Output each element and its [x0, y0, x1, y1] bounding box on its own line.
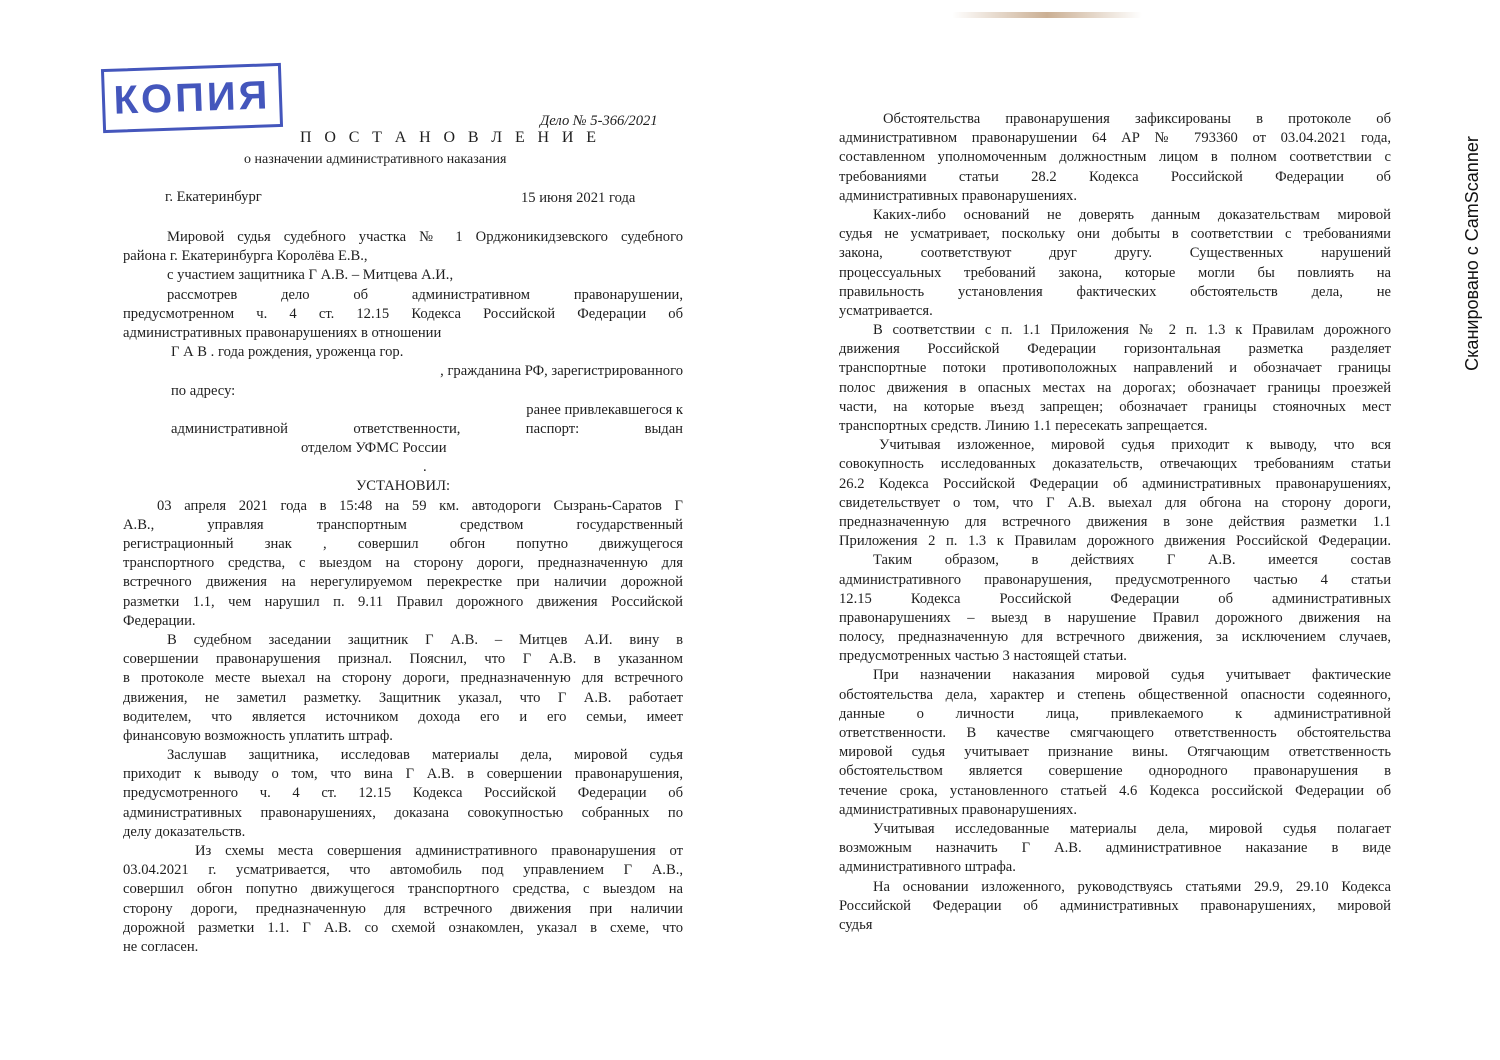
text-line: финансовую возможность уплатить штраф. — [123, 727, 393, 744]
text-line: ответственности. В качестве смягчающего ответственность обстоятельства — [839, 725, 1391, 741]
text-line: транспортных средств. Линию 1.1 пересекать запрещается. — [839, 418, 1208, 434]
copy-stamp-text: КОПИЯ — [112, 72, 272, 123]
text-line: закона, соответствуют друг другу. Существенных нарушений — [839, 245, 1391, 262]
text-line: течение срока, установленного статьей 4.6 Кодекса российской Федерации об — [839, 782, 1391, 799]
case-number: Дело № 5-366/2021 — [540, 113, 658, 129]
text-line: транспортного средства, с выездом на сторону дороги, предназначенную для — [123, 555, 683, 572]
text-line: Мировой судья судебного участка № 1 Орджоникидзевского судебного — [167, 229, 683, 245]
text-line: Из схемы места совершения административного правонарушения от — [195, 843, 683, 859]
text-line: водителем, что является источником дохода его и его семьи, имеет — [123, 708, 683, 725]
document-title: П О С Т А Н О В Л Е Н И Е — [300, 129, 601, 146]
text-line: по адресу: — [171, 382, 236, 399]
text-line: судья — [839, 916, 873, 933]
text-line: УСТАНОВИЛ: — [355, 478, 451, 495]
text-line: полос движения в опасных местах на дорогах; обозначает границы проезжей — [839, 379, 1391, 396]
text-line: предназначенную для встречного движения в зоне действия разметки 1.1 — [839, 513, 1391, 530]
text-line: Федерации. — [123, 612, 196, 629]
text-line: Таким образом, в действиях Г А.В. имеется состав — [873, 552, 1391, 569]
right-page-body — [839, 110, 1391, 935]
text-line: встречного движения на нерегулируемом перекрестке при наличии дорожной — [123, 574, 683, 591]
text-line: свидетельствует о том, что Г А.В. выехал для обгона на сторону дороги, — [839, 494, 1391, 511]
copy-stamp — [101, 63, 283, 133]
text-line: В соответствии с п. 1.1 Приложения № 2 п. 1.3 к Правилам дорожного — [873, 322, 1391, 339]
text-line: административных правонарушениях в отношении — [123, 324, 442, 341]
text-line: обстоятельства дела, характер и степень общественной опасности содеянного, — [839, 686, 1391, 703]
text-line: разметки 1.1, чем нарушил п. 9.11 Правил дорожного движения Российской — [123, 593, 683, 610]
text-line: 03 апреля 2021 года в 15:48 на 59 км. автодороги Сызрань-Саратов Г — [157, 497, 683, 514]
text-line: Приложения 2 п. 1.3 к Правилам дорожного движения Российской Федерации. — [839, 533, 1391, 550]
watermark-text: Сканировано с CamScanner — [1461, 135, 1482, 371]
text-line: данные о личности лица, привлекаемого к административной — [839, 705, 1391, 722]
text-line: . — [423, 459, 427, 476]
text-line: обстоятельством является совершение однородного правонарушения в — [839, 763, 1391, 780]
text-line: судья не усматривает, поскольку они добыты в соответствии с требованиями — [839, 226, 1391, 243]
text-line: района г. Екатеринбурга Королёва Е.В., — [123, 248, 368, 265]
left-page-body — [123, 228, 683, 957]
text-line: правонарушениях – выезд в нарушение Правил дорожного движения на — [839, 609, 1391, 626]
text-line: мировой судья учитывает признание вины. Отягчающим ответственность — [839, 744, 1391, 761]
text-line: предусмотренном ч. 4 ст. 12.15 Кодекса Российской Федерации об — [123, 305, 683, 322]
text-line: Учитывая исследованные материалы дела, мировой судья полагает — [873, 820, 1391, 837]
text-line: движения Российской Федерации горизонтальная разметка разделяет — [839, 341, 1391, 358]
text-line: совершил обгон попутно движущегося транспортного средства, с выездом на — [123, 881, 683, 898]
text-line: предусмотренных частью 3 настоящей статьи. — [839, 648, 1127, 665]
text-line: При назначении наказания мировой судья учитывает фактические — [873, 667, 1391, 684]
text-line: полосу, предназначенную для встречного движения, за исключением случаев, — [839, 629, 1391, 646]
text-line: усматривается. — [839, 302, 933, 319]
text-line: А.В., управляя транспортным средством государственный — [123, 516, 683, 533]
text-line: требованиями статьи 28.2 Кодекса Российской Федерации об — [839, 168, 1391, 185]
text-line: не согласен. — [123, 938, 199, 955]
text-line: совершении правонарушения признал. Пояснил, что Г А.В. в указанном — [123, 651, 683, 668]
text-line: административном правонарушении 64 АР № 793360 от 03.04.2021 года, — [839, 130, 1391, 147]
text-line: На основании изложенного, руководствуясь статьями 29.9, 29.10 Кодекса — [873, 878, 1391, 895]
text-line: приходит к выводу о том, что вина Г А.В. в совершении правонарушения, — [123, 766, 683, 783]
text-line: отделом УФМС России — [301, 440, 447, 457]
text-line: сторону дороги, предназначенную для встречного движения при наличии — [123, 900, 683, 917]
text-line: движения, не заметил разметку. Защитник указал, что Г А.В. работает — [123, 689, 683, 706]
text-line: Каких-либо оснований не доверять данным доказательствам мировой — [873, 206, 1391, 223]
text-line: Г А В . года рождения, уроженца гор. — [171, 344, 404, 361]
text-line: административного правонарушения, предусмотренного частью 4 статьи — [839, 571, 1391, 588]
text-line: в протоколе месте выехал на сторону дороги, предназначенную для встречного — [123, 670, 683, 687]
text-line: Заслушав защитника, исследовав материалы дела, мировой судья — [167, 747, 683, 764]
text-line: административных правонарушениях, доказана совокупностью собранных по — [123, 804, 683, 821]
document-date: 15 июня 2021 года — [521, 190, 636, 206]
text-line: процессуальных требований закона, которые могли бы повлиять на — [839, 264, 1391, 281]
text-line: , гражданина РФ, зарегистрированного — [440, 363, 683, 380]
text-line: административных правонарушениях. — [839, 801, 1077, 818]
text-line: части, на которые въезд запрещен; обозначает границы стояночных мест — [839, 398, 1391, 415]
text-line: Учитывая изложенное, мировой судья приходит к выводу, что вся — [879, 437, 1391, 454]
text-line: с участием защитника Г А.В. – Митцева А.И., — [167, 267, 454, 284]
text-line: делу доказательств. — [123, 823, 246, 840]
text-line: административной ответственности, паспорт: выдан — [171, 420, 683, 437]
text-line: 26.2 Кодекса Российской Федерации об административных правонарушениях, — [839, 475, 1391, 492]
text-line: Российской Федерации об административных правонарушениях, мировой — [839, 897, 1391, 914]
text-line: В судебном заседании защитник Г А.В. – Митцев А.И. вину в — [167, 631, 683, 648]
text-line: правильность установления фактических обстоятельств дела, не — [839, 283, 1391, 300]
text-line: административных правонарушениях. — [839, 187, 1077, 204]
text-line: регистрационный знак , совершил обгон попутно движущегося — [123, 536, 683, 552]
text-line: ранее привлекавшегося к — [526, 401, 683, 418]
text-line: административного штрафа. — [839, 859, 1016, 876]
text-line: 12.15 Кодекса Российской Федерации об административных — [839, 590, 1391, 607]
camscanner-watermark — [1459, 128, 1485, 378]
text-line: 03.04.2021 г. усматривается, что автомобиль под управлением Г А.В., — [123, 862, 683, 879]
document-city: г. Екатеринбург — [165, 189, 262, 205]
text-line: предусмотренного ч. 4 ст. 12.15 Кодекса Российской Федерации об — [123, 785, 683, 802]
text-line: транспортные потоки противоположных направлений и обозначает границы — [839, 360, 1391, 377]
text-line: составленном уполномоченным должностным лицом в полном соответствии с — [839, 149, 1391, 166]
text-line: возможным назначить Г А.В. административное наказание в виде — [839, 840, 1391, 857]
text-line: совокупность исследованных доказательств, отвечающих требованиям статьи — [839, 456, 1391, 473]
text-line: Обстоятельства правонарушения зафиксированы в протоколе об — [883, 111, 1391, 127]
text-line: рассмотрев дело об административном правонарушении, — [167, 286, 683, 303]
document-subtitle: о назначении административного наказания — [244, 152, 507, 167]
text-line: дорожной разметки 1.1. Г А.В. со схемой ознакомлен, указал в схеме, что — [123, 919, 683, 936]
